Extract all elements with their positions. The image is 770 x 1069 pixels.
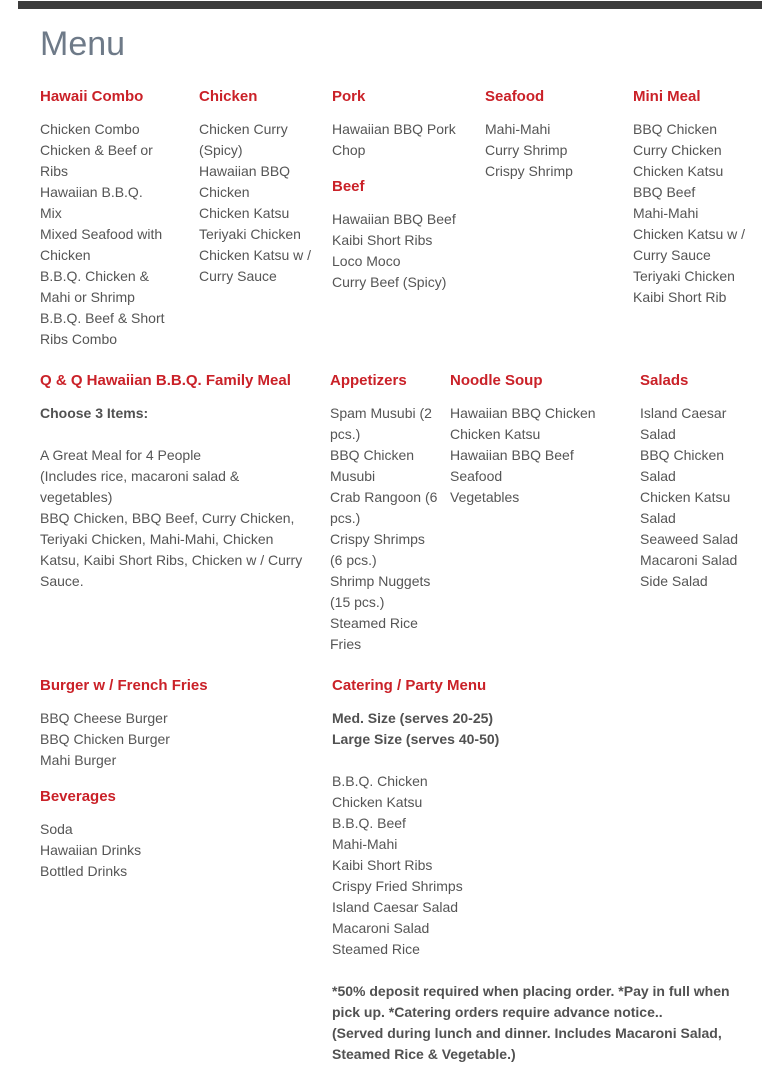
- menu-item: Hawaiian BBQ Beef: [332, 211, 456, 227]
- description-text: (Includes rice, macaroni salad & vegetables): [40, 468, 240, 505]
- menu-item: BBQ Chicken Musubi: [330, 447, 415, 484]
- menu-item: B.B.Q. Chicken & Mahi or Shrimp: [40, 268, 149, 305]
- menu-item-list: [485, 119, 625, 182]
- menu-item: Crispy Shrimps (6 pcs.): [330, 531, 425, 568]
- menu-section-seafood: [485, 86, 625, 182]
- menu-item-list: [40, 119, 166, 350]
- spacer: [332, 960, 742, 981]
- menu-item: Mixed Seafood with Chicken: [40, 226, 163, 263]
- menu-item: Crispy Fried Shrimps: [332, 878, 463, 894]
- menu-item: Mahi Burger: [40, 752, 117, 768]
- category-heading: Chicken: [199, 88, 258, 105]
- bold-note: Choose 3 Items:: [40, 405, 149, 421]
- menu-item: Chicken Katsu: [199, 205, 290, 221]
- menu-section-noodle-soup: [450, 370, 615, 508]
- menu-item: Curry Chicken: [633, 142, 722, 158]
- menu-item: Bottled Drinks: [40, 863, 128, 879]
- menu-item: Side Salad: [640, 573, 708, 589]
- menu-item: Seafood: [450, 468, 503, 484]
- menu-item: Curry Beef (Spicy): [332, 274, 447, 290]
- category-heading: Beef: [332, 178, 365, 195]
- menu-item: Kaibi Short Ribs: [332, 232, 433, 248]
- menu-item: Mahi-Mahi: [332, 836, 398, 852]
- bold-note: (Served during lunch and dinner. Includes Macaroni Salad, Steamed Rice & Vegetable.): [332, 1025, 722, 1062]
- menu-item: BBQ Cheese Burger: [40, 710, 168, 726]
- menu-item-list: [332, 119, 472, 161]
- menu-item: BBQ Chicken: [633, 121, 718, 137]
- menu-item: BBQ Beef: [633, 184, 696, 200]
- menu-item: Curry Shrimp: [485, 142, 568, 158]
- menu-item: BBQ Chicken Salad: [640, 447, 725, 484]
- menu-item: Seaweed Salad: [640, 531, 739, 547]
- menu-item: Macaroni Salad: [640, 552, 738, 568]
- category-heading: Salads: [640, 372, 689, 389]
- menu-item: Fries: [330, 636, 362, 652]
- menu-item: B.B.Q. Chicken: [332, 773, 428, 789]
- menu-item-list: [332, 771, 742, 960]
- menu-section-burger-beverages: [40, 675, 310, 882]
- category-heading: Pork: [332, 88, 366, 105]
- menu-item: Chicken Katsu: [332, 794, 423, 810]
- page-title: Menu: [40, 25, 126, 63]
- menu-item: Hawaiian BBQ Beef: [450, 447, 574, 463]
- menu-section-appetizers: [330, 370, 440, 655]
- menu-item: Vegetables: [450, 489, 520, 505]
- description-text: BBQ Chicken, BBQ Beef, Curry Chicken, Teriyaki Chicken, Mahi-Mahi, Chicken Katsu, Kaibi Short Ribs, Chicken w / Curry Sauce.: [40, 510, 303, 589]
- category-heading: Catering / Party Menu: [332, 677, 487, 694]
- menu-item: Island Caesar Salad: [332, 899, 459, 915]
- category-heading: Appetizers: [330, 372, 407, 389]
- description-text: A Great Meal for 4 People: [40, 447, 202, 463]
- menu-item: Steamed Rice: [332, 941, 420, 957]
- spacer: [332, 750, 742, 771]
- menu-item: Hawaiian Drinks: [40, 842, 142, 858]
- menu-section-hawaii-combo: [40, 86, 166, 350]
- category-heading: Hawaii Combo: [40, 88, 144, 105]
- menu-item-list: [640, 403, 752, 592]
- menu-item: Kaibi Short Ribs: [332, 857, 433, 873]
- menu-item: Hawaiian BBQ Pork Chop: [332, 121, 456, 158]
- menu-item: Chicken Curry (Spicy): [199, 121, 288, 158]
- menu-item: Chicken & Beef or Ribs: [40, 142, 153, 179]
- menu-item: Mahi-Mahi: [633, 205, 699, 221]
- menu-item: B.B.Q. Beef: [332, 815, 406, 831]
- menu-section-family-meal: [40, 370, 310, 592]
- category-heading: Burger w / French Fries: [40, 677, 208, 694]
- menu-item-list: [199, 119, 329, 287]
- menu-item: Chicken Katsu w / Curry Sauce: [199, 247, 312, 284]
- menu-item-list: [40, 708, 310, 771]
- category-heading: Mini Meal: [633, 88, 701, 105]
- menu-section-salads: [640, 370, 752, 592]
- menu-item: Steamed Rice: [330, 615, 418, 631]
- menu-item-list: [330, 403, 440, 655]
- category-heading: Beverages: [40, 788, 116, 805]
- menu-item: Chicken Katsu Salad: [640, 489, 731, 526]
- menu-item: Hawaiian BBQ Chicken: [450, 405, 596, 421]
- menu-item: Spam Musubi (2 pcs.): [330, 405, 432, 442]
- menu-item: BBQ Chicken Burger: [40, 731, 170, 747]
- menu-item: Chicken Katsu: [450, 426, 541, 442]
- menu-item: Teriyaki Chicken: [633, 268, 735, 284]
- menu-item: Macaroni Salad: [332, 920, 430, 936]
- menu-item: B.B.Q. Beef & Short Ribs Combo: [40, 310, 165, 347]
- bold-note: *50% deposit required when placing order. *Pay in full when pick up. *Catering orders require advance notice..: [332, 983, 730, 1020]
- category-heading: Q & Q Hawaiian B.B.Q. Family Meal: [40, 372, 291, 389]
- menu-item: Chicken Combo: [40, 121, 140, 137]
- menu-section-pork-beef: [332, 86, 472, 293]
- menu-item: Mahi-Mahi: [485, 121, 551, 137]
- menu-item: Island Caesar Salad: [640, 405, 727, 442]
- menu-item: Chicken Katsu w / Curry Sauce: [633, 226, 746, 263]
- menu-item-list: [450, 403, 615, 508]
- menu-item: Hawaiian B.B.Q. Mix: [40, 184, 143, 221]
- spacer: [40, 424, 310, 445]
- menu-section-catering-party-menu: [332, 675, 742, 1065]
- menu-item: Hawaiian BBQ Chicken: [199, 163, 291, 200]
- category-heading: Seafood: [485, 88, 545, 105]
- menu-item-list: [332, 209, 472, 293]
- menu-item: Kaibi Short Rib: [633, 289, 727, 305]
- menu-item-list: [40, 819, 310, 882]
- menu-item: Chicken Katsu: [633, 163, 724, 179]
- category-heading: Noodle Soup: [450, 372, 543, 389]
- menu-item-list: [633, 119, 763, 308]
- top-border-bar: [18, 1, 762, 9]
- bold-note: Med. Size (serves 20-25): [332, 710, 494, 726]
- menu-item: Soda: [40, 821, 73, 837]
- menu-section-chicken: [199, 86, 329, 287]
- menu-item: Teriyaki Chicken: [199, 226, 301, 242]
- bold-note: Large Size (serves 40-50): [332, 731, 500, 747]
- menu-item: Loco Moco: [332, 253, 401, 269]
- menu-item: Crab Rangoon (6 pcs.): [330, 489, 438, 526]
- menu-section-mini-meal: [633, 86, 763, 308]
- menu-item: Crispy Shrimp: [485, 163, 573, 179]
- menu-item: Shrimp Nuggets (15 pcs.): [330, 573, 431, 610]
